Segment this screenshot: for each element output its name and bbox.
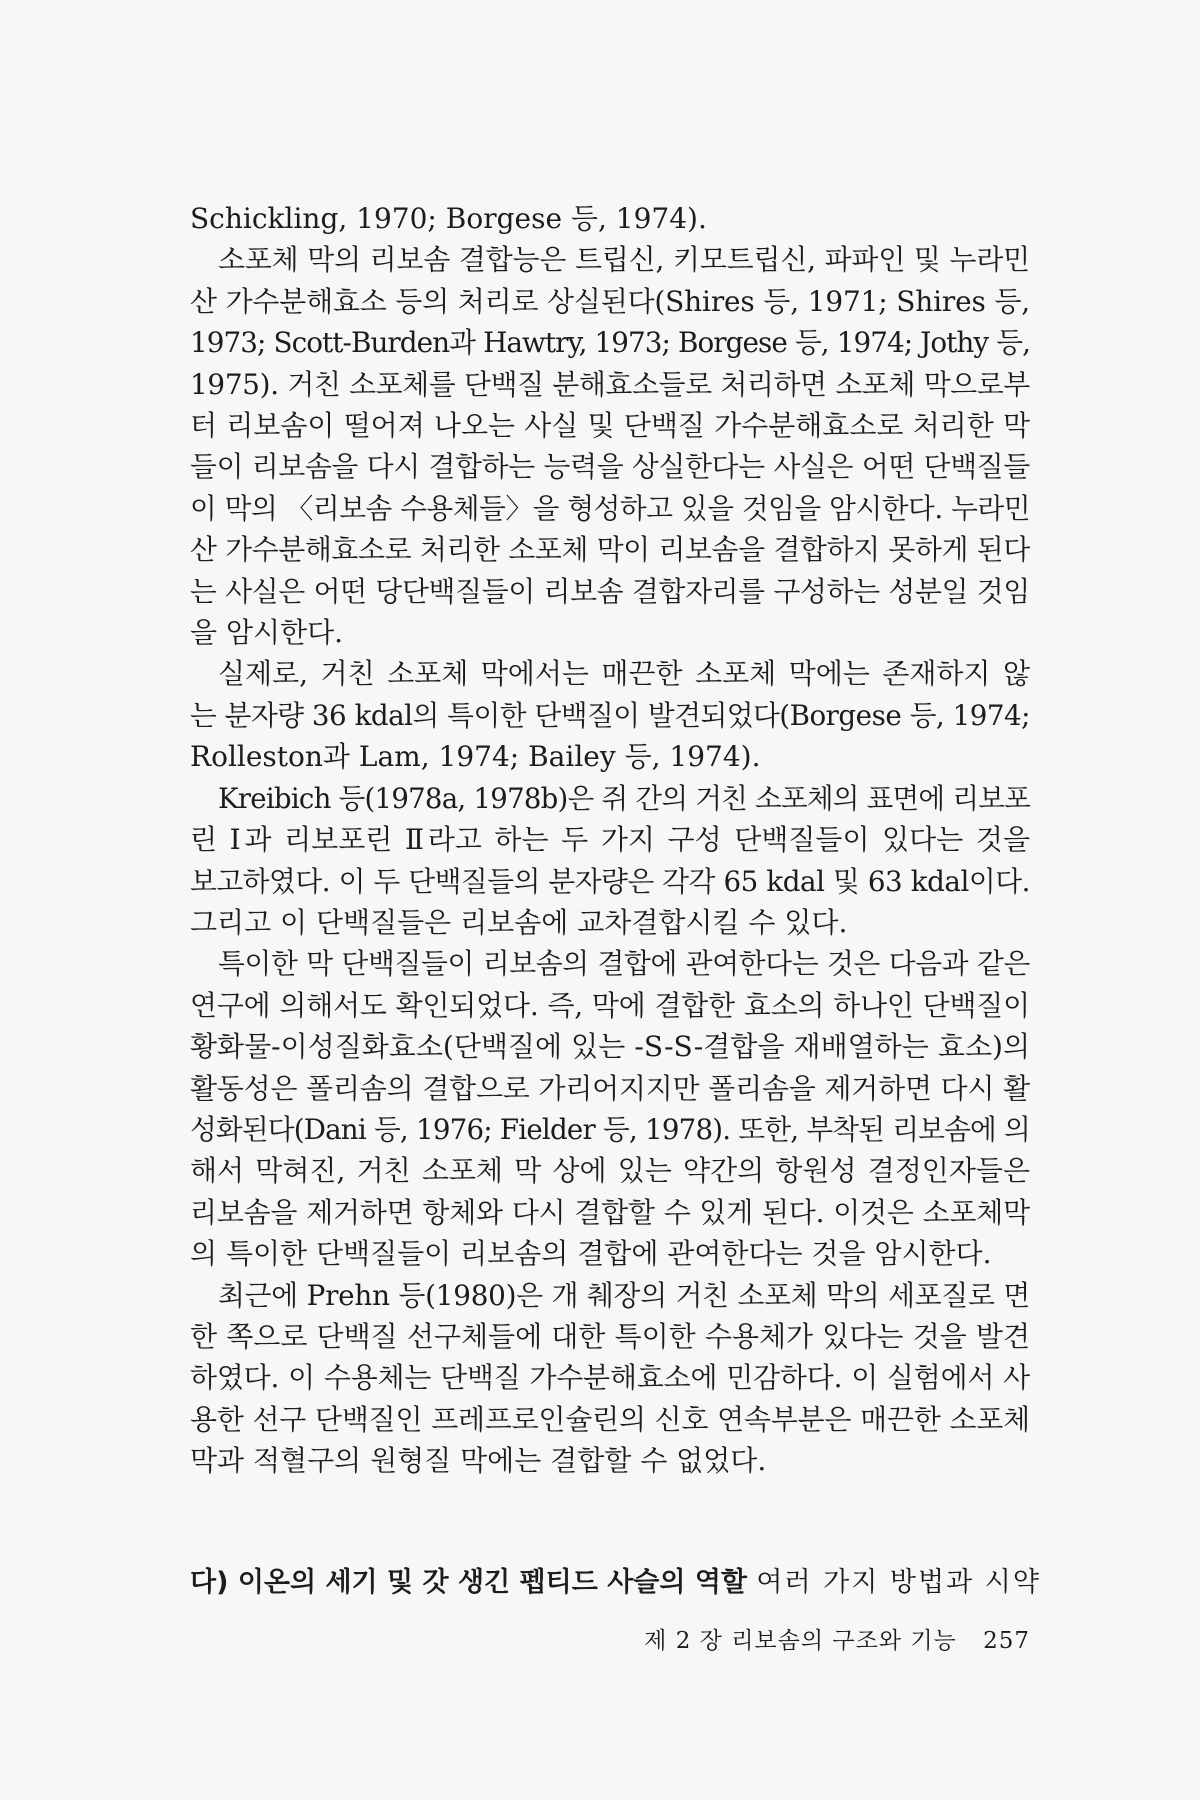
- text-line: 소포체 막의 리보솜 결합능은 트립신, 키모트립신, 파파인 및 누라민: [218, 243, 1030, 277]
- text-line: 1975). 거친 소포체를 단백질 분해효소들로 처리하면 소포체 막으로부: [190, 367, 1030, 401]
- text-line: 막과 적혈구의 원형질 막에는 결합할 수 없었다.: [190, 1444, 767, 1478]
- text-line: Schickling, 1970; Borgese 등, 1974).: [190, 202, 707, 235]
- text-line: 보고하였다. 이 두 단백질들의 분자량은 각각 65 kdal 및 63 kdal이다.: [190, 864, 1030, 898]
- text-line: 들이 리보솜을 다시 결합하는 능력을 상실한다는 사실은 어떤 단백질들: [190, 450, 1030, 484]
- text-line: 한 쪽으로 단백질 선구체들에 대한 특이한 수용체가 있다는 것을 발견: [190, 1319, 1030, 1353]
- footer-chapter: 제 2 장: [644, 1628, 723, 1654]
- text-line: Rolleston과 Lam, 1974; Bailey 등, 1974).: [190, 740, 761, 774]
- text-line: 는 사실은 어떤 당단백질들이 리보솜 결합자리를 구성하는 성분일 것임: [190, 574, 1030, 608]
- text-line: 터 리보솜이 떨어져 나오는 사실 및 단백질 가수분해효소로 처리한 막: [190, 409, 1030, 443]
- section-heading-tail: 여러 가지 방법과 시약: [756, 1567, 1041, 1598]
- text-line: 린 Ⅰ과 리보포린 Ⅱ라고 하는 두 가지 구성 단백질들이 있다는 것을: [190, 823, 1030, 857]
- page-number: 257: [983, 1628, 1030, 1654]
- paragraph: [190, 239, 1030, 653]
- text-line: 연구에 의해서도 확인되었다. 즉, 막에 결합한 효소의 하나인 단백질이: [190, 988, 1030, 1022]
- text-line: 실제로, 거친 소포체 막에서는 매끈한 소포체 막에는 존재하지 않: [218, 657, 1030, 691]
- text-line: 는 분자량 36 kdal의 특이한 단백질이 발견되었다(Borgese 등, 1974;: [190, 698, 1030, 732]
- text-line: 1973; Scott-Burden과 Hawtry, 1973; Borgese 등, 1974; Jothy 등,: [190, 326, 1030, 360]
- text-line: 황화물-이성질화효소(단백질에 있는 -S-S-결합을 재배열하는 효소)의: [190, 1030, 1030, 1064]
- section-heading-label: 다) 이온의 세기 및 갓 생긴 펩티드 사슬의 역할: [190, 1567, 748, 1598]
- text-line: Kreibich 등(1978a, 1978b)은 쥐 간의 거친 소포체의 표면에 리보포: [218, 781, 1030, 815]
- text-line: 해서 막혀진, 거친 소포체 막 상에 있는 약간의 항원성 결정인자들은: [190, 1154, 1030, 1188]
- text-line: 성화된다(Dani 등, 1976; Fielder 등, 1978). 또한, 부착된 리보솜에 의: [190, 1112, 1030, 1146]
- running-footer: [600, 1624, 1030, 1658]
- paragraph: [190, 198, 1030, 239]
- text-line: 을 암시한다.: [190, 616, 344, 650]
- paragraph: [190, 653, 1030, 777]
- text-line: 이 막의 〈리보솜 수용체들〉을 형성하고 있을 것임을 암시한다. 누라민: [190, 491, 1030, 525]
- paragraph: [190, 778, 1030, 944]
- body-text: [190, 198, 1030, 1482]
- section-heading: [190, 1563, 1041, 1603]
- footer-title: 리보솜의 구조와 기능: [731, 1628, 957, 1654]
- text-line: 리보솜을 제거하면 항체와 다시 결합할 수 있게 된다. 이것은 소포체막: [190, 1195, 1030, 1229]
- text-line: 의 특이한 단백질들이 리보솜의 결합에 관여한다는 것을 암시한다.: [190, 1237, 992, 1271]
- text-line: 용한 선구 단백질인 프레프로인슐린의 신호 연속부분은 매끈한 소포체: [190, 1402, 1030, 1436]
- paragraph: [190, 1275, 1030, 1482]
- text-line: 그리고 이 단백질들은 리보솜에 교차결합시킬 수 있다.: [190, 905, 848, 939]
- text-line: 최근에 Prehn 등(1980)은 개 췌장의 거친 소포체 막의 세포질로 면: [218, 1278, 1030, 1312]
- text-line: 산 가수분해효소로 처리한 소포체 막이 리보솜을 결합하지 못하게 된다: [190, 533, 1030, 567]
- text-line: 하였다. 이 수용체는 단백질 가수분해효소에 민감하다. 이 실험에서 사: [190, 1361, 1030, 1395]
- text-line: 산 가수분해효소 등의 처리로 상실된다(Shires 등, 1971; Shires 등,: [190, 284, 1031, 318]
- text-line: 활동성은 폴리솜의 결합으로 가리어지지만 폴리솜을 제거하면 다시 활: [190, 1071, 1030, 1105]
- paragraph: [190, 943, 1030, 1274]
- text-line: 특이한 막 단백질들이 리보솜의 결합에 관여한다는 것은 다음과 같은: [218, 947, 1030, 981]
